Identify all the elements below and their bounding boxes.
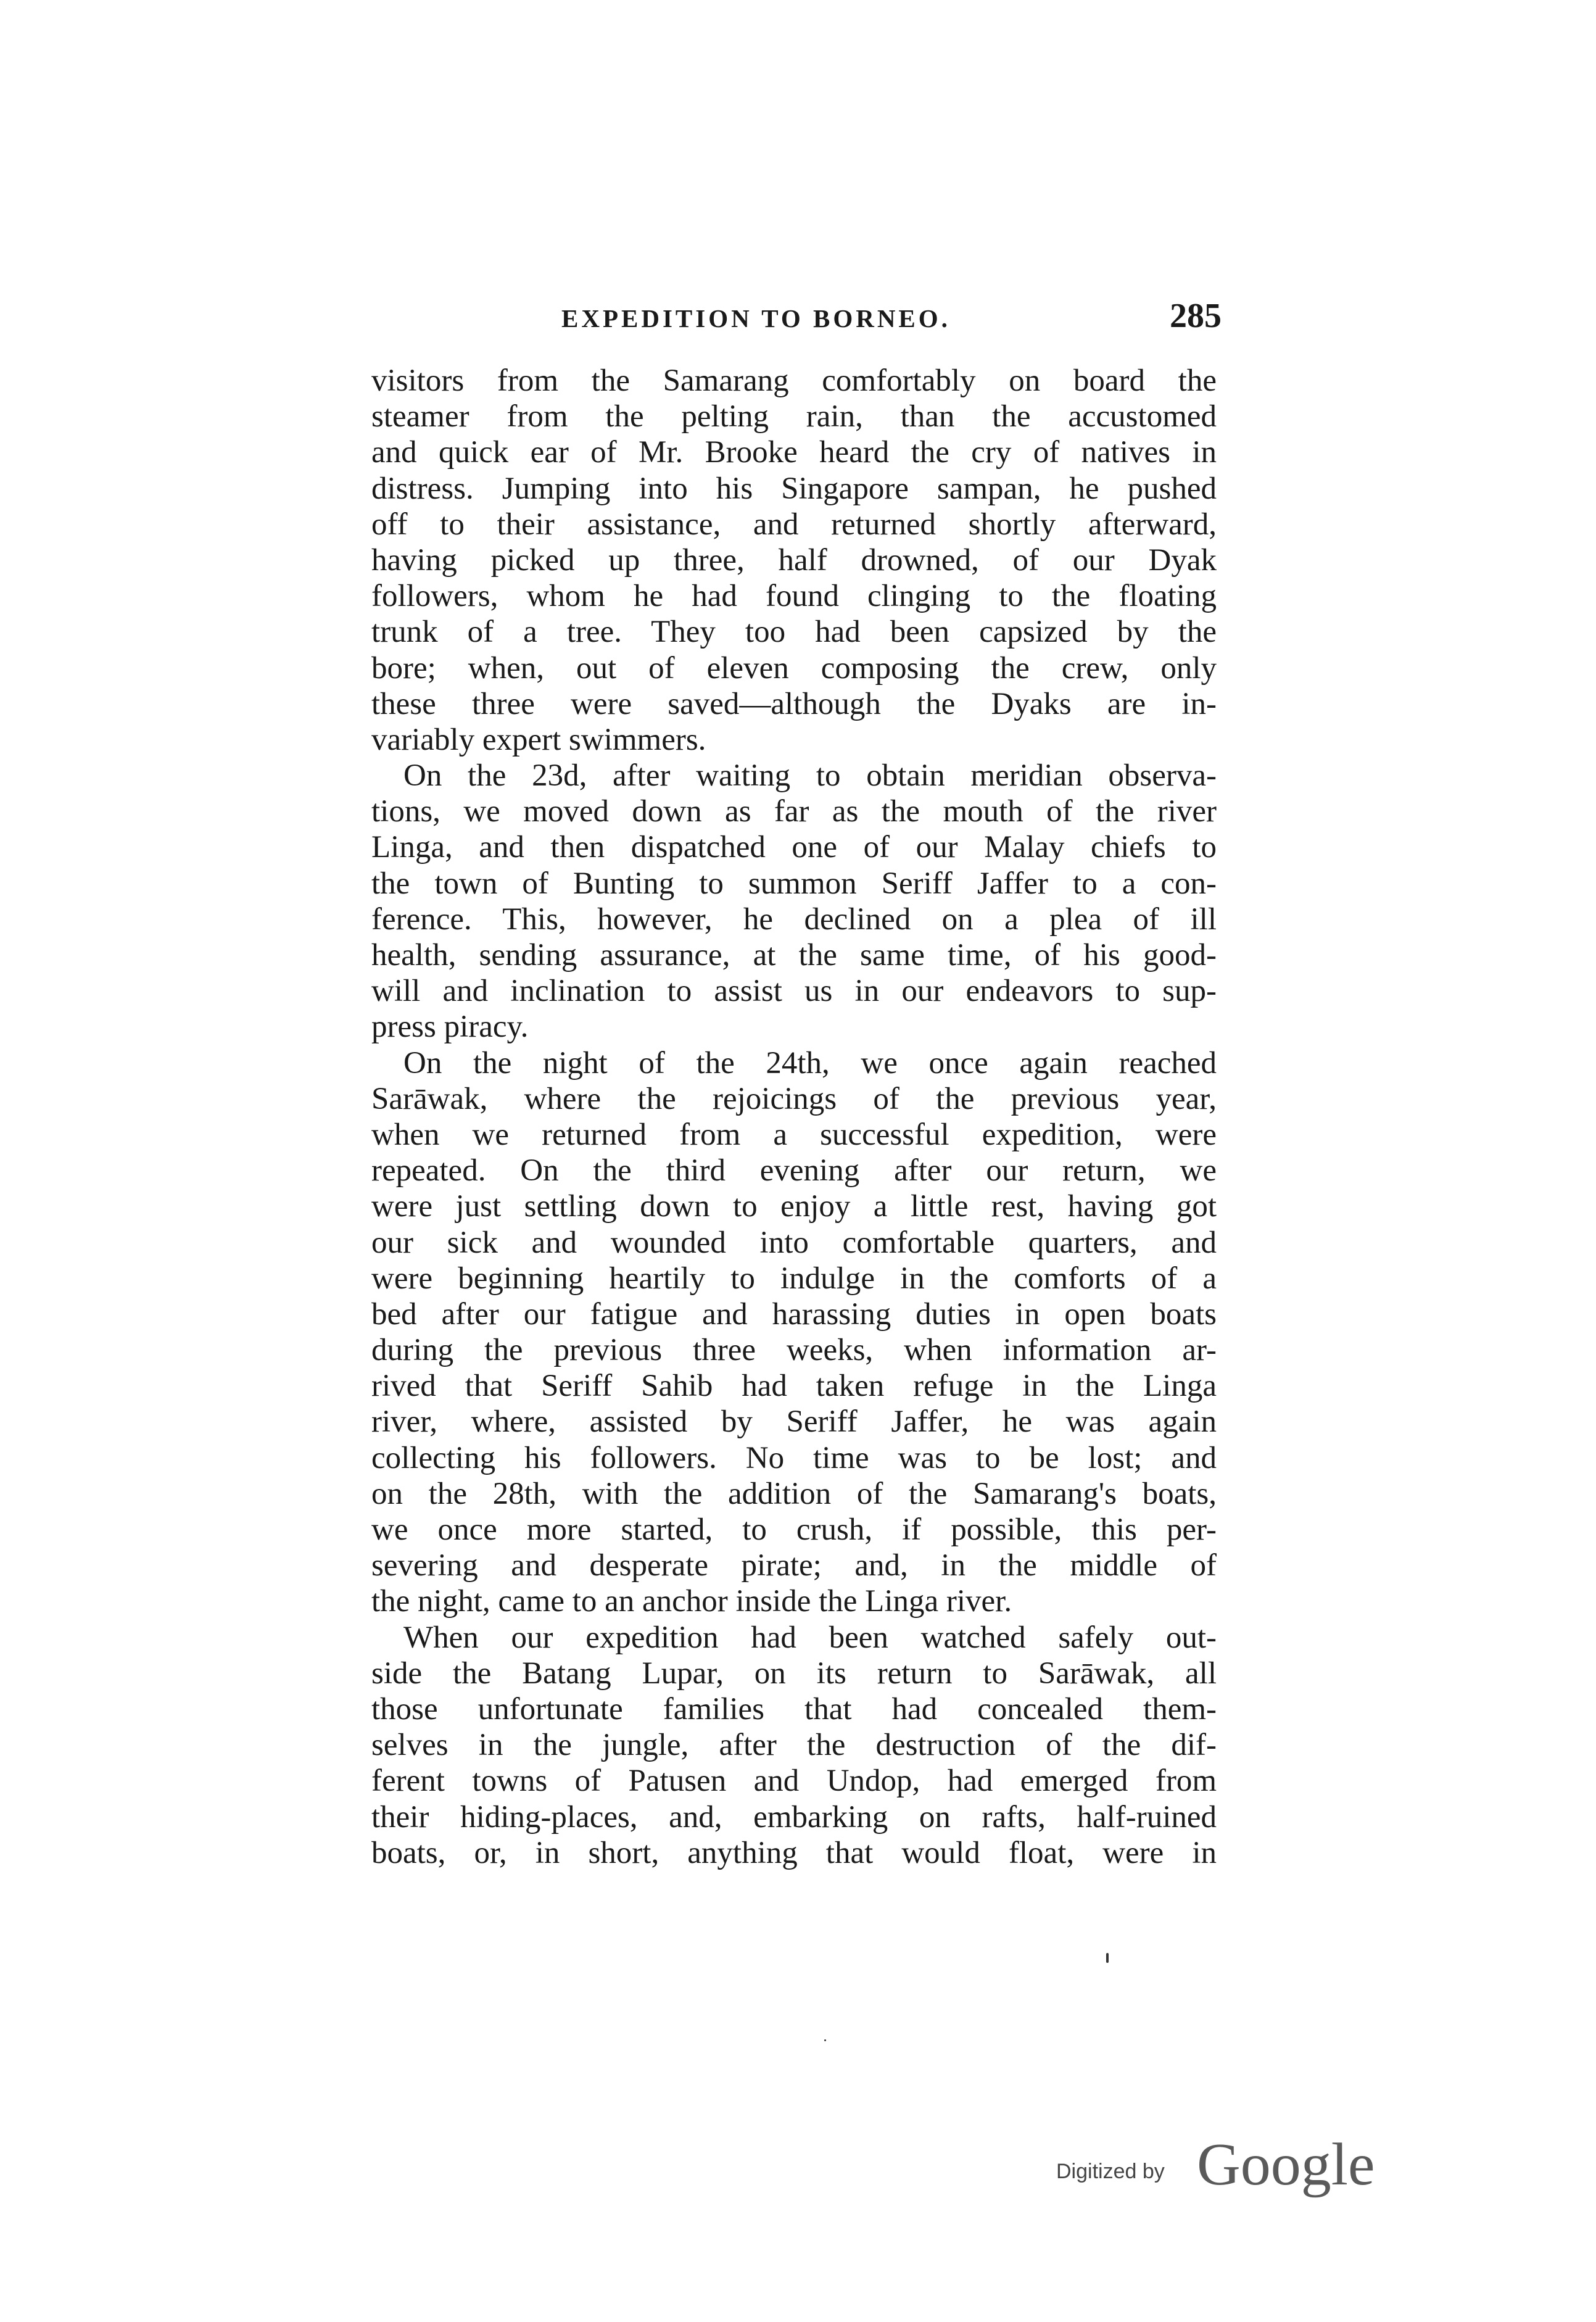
running-title: EXPEDITION TO BORNEO. <box>561 304 951 333</box>
scan-speck <box>824 2039 826 2041</box>
text-line: press piracy. <box>371 1010 529 1045</box>
text-line: selves in the jungle, after the destruction of the dif- <box>371 1728 1217 1763</box>
text-line: having picked up three, half drowned, of our Dyak <box>371 542 1217 578</box>
text-line: trunk of a tree. They too had been capsized by the <box>371 615 1217 650</box>
text-line: health, sending assurance, at the same time, of his good- <box>371 938 1217 972</box>
body-text <box>371 363 1217 1871</box>
text-line: when we returned from a successful expedition, were <box>371 1117 1217 1152</box>
text-line: the night, came to an anchor inside the Linga river. <box>371 1584 1012 1619</box>
text-line: visitors from the Samarang comfortably on board the <box>371 363 1217 398</box>
text-line: tions, we moved down as far as the mouth of the river <box>371 794 1217 829</box>
text-line: bed after our fatigue and harassing duties in open boats <box>371 1296 1217 1332</box>
text-line: will and inclination to assist us in our endeavors to sup- <box>371 974 1217 1009</box>
paragraph-start-line: On the night of the 24th, we once again reached <box>403 1045 1217 1080</box>
text-line: their hiding-places, and, embarking on rafts, half-ruined <box>371 1799 1217 1835</box>
text-line: severing and desperate pirate; and, in the middle of <box>371 1548 1217 1583</box>
text-line: our sick and wounded into comfortable quarters, and <box>371 1225 1217 1260</box>
text-line: off to their assistance, and returned shortly afterward, <box>371 507 1217 542</box>
text-line: river, where, assisted by Seriff Jaffer, he was again <box>371 1404 1217 1440</box>
running-head <box>376 296 1222 339</box>
text-line: boats, or, in short, anything that would float, were in <box>371 1835 1217 1870</box>
text-line: variably expert swimmers. <box>371 722 706 757</box>
text-line: were just settling down to enjoy a little rest, having got <box>371 1189 1217 1224</box>
text-line: collecting his followers. No time was to be lost; and <box>371 1440 1217 1475</box>
text-line: repeated. On the third evening after our return, we <box>371 1153 1217 1188</box>
text-line: ference. This, however, he declined on a plea of ill <box>371 902 1217 937</box>
text-line: and quick ear of Mr. Brooke heard the cry of natives in <box>371 435 1217 470</box>
text-line: steamer from the pelting rain, than the accustomed <box>371 399 1217 434</box>
text-line: Linga, and then dispatched one of our Malay chiefs to <box>371 830 1217 865</box>
text-line: distress. Jumping into his Singapore sampan, he pushed <box>371 471 1217 506</box>
text-line: were beginning heartily to indulge in the comforts of a <box>371 1261 1217 1296</box>
digitized-by-label: Digitized by <box>1056 2160 1165 2183</box>
page-number: 285 <box>1170 297 1222 335</box>
google-wordmark: Google <box>1197 2131 1375 2198</box>
paragraph-start-line: When our expedition had been watched safely out- <box>403 1620 1217 1655</box>
text-line: side the Batang Lupar, on its return to Sarāwak, all <box>371 1656 1217 1691</box>
text-line: Sarāwak, where the rejoicings of the previous year, <box>371 1081 1217 1116</box>
text-line: those unfortunate families that had concealed them- <box>371 1691 1217 1727</box>
text-line: ferent towns of Patusen and Undop, had emerged from <box>371 1764 1217 1799</box>
text-line: followers, whom he had found clinging to the floating <box>371 579 1217 614</box>
text-line: rived that Seriff Sahib had taken refuge in the Linga <box>371 1369 1217 1404</box>
text-line: the town of Bunting to summon Seriff Jaffer to a con- <box>371 866 1217 901</box>
text-line: these three were saved—although the Dyaks are in- <box>371 686 1217 721</box>
text-line: on the 28th, with the addition of the Samarang's boats, <box>371 1476 1217 1511</box>
text-line: we once more started, to crush, if possible, this per- <box>371 1512 1217 1547</box>
scan-speck <box>1106 1953 1109 1963</box>
text-line: bore; when, out of eleven composing the crew, only <box>371 650 1217 686</box>
text-line: during the previous three weeks, when information ar- <box>371 1333 1217 1368</box>
paragraph-start-line: On the 23d, after waiting to obtain meridian observa- <box>403 758 1217 794</box>
